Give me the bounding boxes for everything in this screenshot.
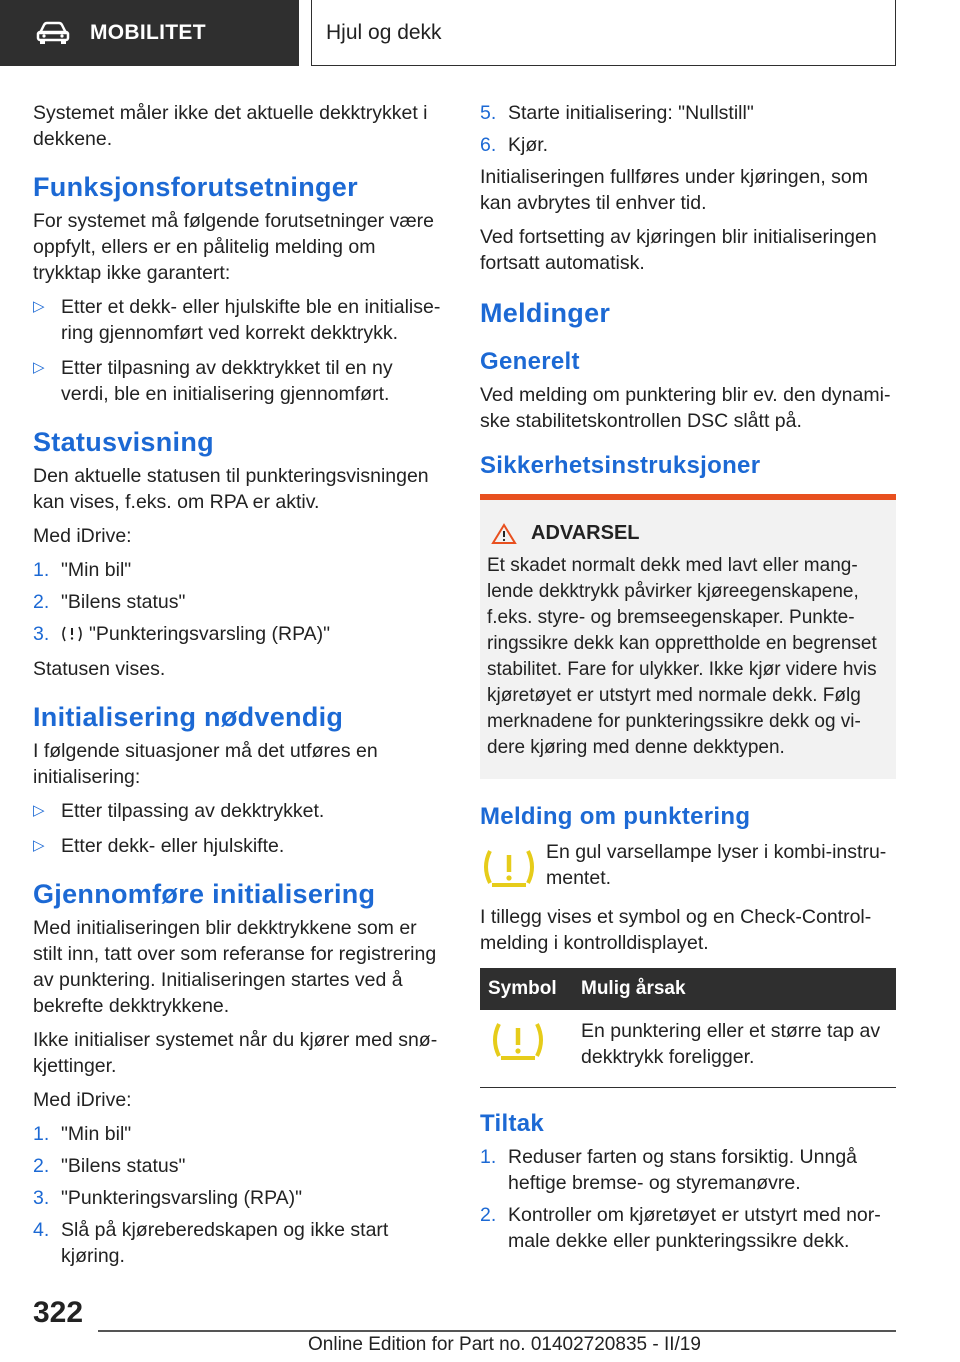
tire-warning-lamp-icon — [480, 839, 540, 896]
list-item: ▷ Etter dekk- eller hjulskifte. — [33, 835, 285, 857]
step-item: 3. "Punkteringsvarsling (RPA)" — [33, 621, 445, 650]
step-item: 2. "Bilens status" — [33, 591, 186, 613]
heading-tiltak: Tiltak — [480, 1110, 545, 1137]
list-item: ▷ Etter tilpasning av dekktrykket til en ny verdi, ble en initialisering gjennomført. — [33, 357, 393, 405]
heading-gjennomfore: Gjennomføre initialisering — [33, 879, 376, 909]
warning-heading — [487, 522, 888, 545]
step-item: 1. Reduser farten og stans forsiktig. Unngå heftige bremse- og styremanøvre. — [480, 1146, 858, 1194]
funksjon-list — [33, 294, 445, 407]
step-item: 3. "Punkteringsvarsling (RPA)" — [33, 1187, 303, 1209]
cont-text-1: Initialiseringen fullføres under kjøringen, som kan avbrytes til enhver tid. — [480, 166, 869, 214]
status-steps — [33, 557, 445, 650]
heading-initialisering-nodvendig: Initialisering nødvendig — [33, 702, 344, 732]
table-row — [480, 1010, 896, 1088]
init-nodv-list — [33, 798, 445, 859]
warning-text: Et skadet normalt dekk med lavt eller manglende dekktrykk påvirker kjøreegenskapene, f.eks. styre- og bremseegenskaper. Punkteringssikre dekk kan opprettholde en begrenset stabilitet. Fare for ulykker. Ikke kjør videre hvis kjøretøyet er utstyrt med normale dekk. Følg merknadene for punkteringssikre dekk og videre kjøring med denne dekktypen. — [487, 555, 877, 758]
tillegg-text: I tillegg vises et symbol og en Check-Control-melding i kontrolldisplayet. — [480, 906, 872, 954]
status-text: Den aktuelle statusen til punkteringsvisningen kan vises, f.eks. om RPA er aktiv. — [33, 465, 429, 513]
lamp-row — [480, 839, 896, 896]
footer-divider — [98, 1330, 896, 1332]
triangle-bullet-icon: ▷ — [33, 298, 45, 315]
section-tab — [0, 0, 299, 66]
heading-meldinger: Meldinger — [480, 298, 611, 328]
cont-text-2: Ved fortsetting av kjøringen blir initialiseringen fortsatt automatisk. — [480, 226, 877, 274]
table-header-cell: Mulig årsak — [573, 968, 896, 1010]
warning-box — [480, 494, 896, 779]
heading-statusvisning: Statusvisning — [33, 427, 214, 457]
heading-sikkerhet: Sikkerhetsinstruksjoner — [480, 452, 761, 479]
step-item: 1. "Min bil" — [33, 559, 132, 581]
init-nodv-text: I følgende situasjoner må det utføres en initialisering: — [33, 740, 378, 788]
generelt-text: Ved melding om punktering blir ev. den dynamiske stabilitetskontrollen DSC slått på. — [480, 384, 891, 432]
med-idrive-label: Med iDrive: — [33, 1089, 132, 1111]
med-idrive-label: Med iDrive: — [33, 525, 132, 547]
heading-funksjonsforutsetninger: Funksjonsforutsetninger — [33, 172, 358, 202]
gjennom-text: Med initialiseringen blir dekktrykkene som er stilt inn, tatt over som referanse for registrering av punktering. Initialiseringen startes ved å bekrefte dekktrykkene. — [33, 917, 437, 1017]
chapter-title: Hjul og dekk — [311, 0, 896, 66]
funksjon-text: For systemet må følgende forutsetninger være oppfylt, ellers er en pålitelig melding om trykktap ikke garantert: — [33, 210, 434, 284]
step-item: 6. Kjør. — [480, 134, 549, 156]
step-item: 2. "Bilens status" — [33, 1155, 186, 1177]
page-number: 322 — [33, 1296, 84, 1329]
list-item: ▷ Etter tilpassing av dekktrykket. — [33, 800, 325, 822]
step-item: 4. Slå på kjøreberedskapen og ikke start kjøring. — [33, 1219, 389, 1267]
tiltak-steps — [480, 1144, 896, 1254]
triangle-bullet-icon: ▷ — [33, 837, 45, 854]
triangle-bullet-icon: ▷ — [33, 359, 45, 376]
left-column — [33, 100, 445, 1275]
lamp-text: En gul varsellampe lyser i kombi-instrumentet. — [546, 841, 887, 889]
gjennom-steps — [33, 1121, 445, 1269]
edition-text: Online Edition for Part no. 01402720835 - II/19 — [308, 1334, 701, 1355]
status-result: Statusen vises. — [33, 658, 166, 680]
step-item: 1. "Min bil" — [33, 1123, 132, 1145]
gjennom-warn: Ikke initialiser systemet når du kjører med snøkjettinger. — [33, 1029, 438, 1077]
table-header-row — [480, 968, 896, 1010]
tire-pressure-symbol-icon — [488, 1018, 548, 1064]
heading-generelt: Generelt — [480, 348, 580, 375]
cause-cell: En punktering eller et større tap av dekktrykk foreligger. — [573, 1010, 896, 1088]
right-column — [480, 100, 896, 1260]
symbol-table — [480, 968, 896, 1088]
table-header-cell: Symbol — [480, 968, 573, 1010]
list-item: ▷ Etter et dekk- eller hjulskifte ble en initialisering gjennomført ved korrekt dekktrykk. — [33, 296, 441, 344]
intro-text: Systemet måler ikke det aktuelle dekktrykket i dekkene. — [33, 102, 428, 150]
step-item: 5. Starte initialisering: "Nullstill" — [480, 102, 754, 124]
step-item: 2. Kontroller om kjøretøyet er utstyrt med normale dekke eller punkteringssikre dekk. — [480, 1204, 881, 1252]
triangle-bullet-icon: ▷ — [33, 802, 45, 819]
heading-melding-punktering: Melding om punktering — [480, 803, 751, 830]
car-icon — [36, 21, 70, 45]
warning-title: ADVARSEL — [531, 522, 640, 544]
warning-triangle-icon — [491, 523, 517, 545]
gjennom-steps-cont — [480, 100, 896, 158]
page-header — [0, 0, 960, 66]
section-name: MOBILITET — [90, 21, 206, 44]
tire-pressure-icon — [61, 624, 83, 650]
symbol-cell — [480, 1010, 573, 1088]
